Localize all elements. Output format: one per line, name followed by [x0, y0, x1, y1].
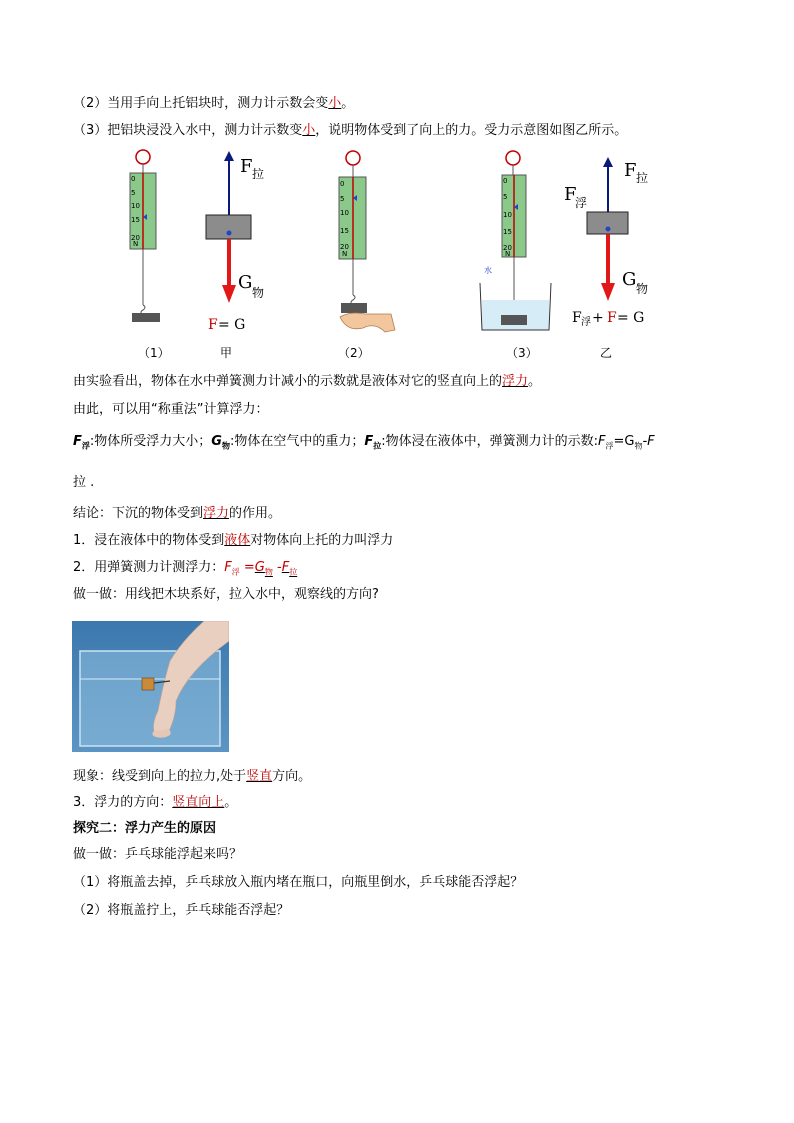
- svg-text:G: G: [238, 272, 253, 293]
- step-2-text: （2）当用手向上托铝块时，测力计示数会变小。: [73, 96, 355, 111]
- activity-prompt: 做一做：用线把木块系好，拉入水中，观察线的方向?: [73, 587, 379, 602]
- svg-text:20: 20: [503, 244, 512, 252]
- svg-text:拉: 拉: [252, 167, 265, 181]
- formula-continuation: 拉 .: [73, 475, 95, 490]
- svg-text:F: F: [607, 310, 617, 326]
- caption-3: （3）: [506, 346, 538, 360]
- experiment-conclusion: 由实验看出，物体在水中弹簧测力计减小的示数就是液体对它的竖直向上的浮力。: [73, 374, 542, 389]
- svg-text:拉: 拉: [636, 171, 649, 185]
- svg-text:0: 0: [503, 177, 508, 185]
- observation-line: 现象：线受到向上的拉力,处于竖直方向。: [73, 769, 312, 784]
- svg-text:0: 0: [131, 175, 136, 183]
- diagram-jia: [206, 151, 264, 333]
- spring-scale-1: [130, 150, 160, 322]
- section-heading: 探究二：浮力产生的原因: [73, 821, 217, 836]
- caption-1: （1）: [138, 346, 170, 360]
- svg-text:20: 20: [131, 234, 140, 242]
- svg-text:5: 5: [131, 189, 136, 197]
- svg-text:= G: = G: [218, 317, 246, 333]
- svg-text:G: G: [622, 269, 637, 290]
- weighing-method-intro: 由此，可以用“称重法”计算浮力：: [73, 402, 269, 417]
- svg-text:5: 5: [503, 193, 508, 201]
- svg-text:15: 15: [131, 216, 140, 224]
- conclusion-line: 结论：下沉的物体受到浮力的作用。: [73, 506, 282, 521]
- svg-text:F: F: [624, 160, 637, 181]
- question-1: （1）将瓶盖去掉，乒乓球放入瓶内堵在瓶口，向瓶里倒水，乒乓球能否浮起？: [73, 875, 524, 890]
- force-diagram-figure: [110, 145, 670, 365]
- spring-scale-3-in-water: [480, 151, 551, 330]
- activity-prompt-2: 做一做：乒乓球能浮起来吗？: [73, 847, 243, 862]
- formula-definitions: $F_浮$:物体所受浮力大小；$G_物$:物体在空气中的重力；$F_拉$:物体浸在液体中，弹簧测力计的示数$:F_浮=G_物-F$: [73, 434, 655, 451]
- svg-text:N: N: [342, 250, 348, 258]
- svg-text:水: 水: [484, 266, 492, 275]
- question-2: （2）将瓶盖拧上，乒乓球能否浮起？: [73, 903, 290, 918]
- svg-text:浮: 浮: [581, 317, 591, 328]
- svg-text:10: 10: [503, 211, 512, 219]
- step-3-text: （3）把铝块浸没入水中，测力计示数变小，说明物体受到了向上的力。受力示意图如图乙所示。: [73, 123, 628, 138]
- svg-text:F: F: [564, 184, 577, 205]
- svg-text:N: N: [505, 250, 511, 258]
- spring-scale-2: [339, 151, 395, 332]
- svg-text:+: +: [592, 310, 604, 326]
- svg-text:F: F: [208, 317, 218, 333]
- svg-text:10: 10: [340, 209, 349, 217]
- svg-text:浮: 浮: [575, 196, 588, 210]
- svg-text:= G: = G: [617, 310, 645, 326]
- tank-experiment-photo: [72, 621, 229, 752]
- svg-text:0: 0: [340, 180, 345, 188]
- svg-text:N: N: [133, 240, 139, 248]
- direction-line: 3．浮力的方向：竖直向上。: [73, 795, 238, 810]
- svg-text:20: 20: [340, 243, 349, 251]
- svg-text:15: 15: [503, 228, 512, 236]
- svg-text:物: 物: [636, 282, 649, 296]
- caption-2: （2）: [338, 346, 370, 360]
- caption-yi: 乙: [600, 346, 613, 360]
- svg-text:F: F: [572, 310, 582, 326]
- svg-text:15: 15: [340, 227, 349, 235]
- definition-2: 2．用弹簧测力计测浮力：$F_浮 =G_物$ $-F_拉$: [73, 560, 298, 577]
- caption-jia: 甲: [220, 346, 233, 360]
- diagram-yi: [564, 157, 648, 328]
- svg-text:5: 5: [340, 195, 345, 203]
- svg-text:物: 物: [252, 286, 265, 300]
- svg-text:F: F: [240, 156, 253, 177]
- definition-1: 1．浸在液体中的物体受到液体对物体向上托的力叫浮力: [73, 533, 394, 548]
- svg-text:10: 10: [131, 202, 140, 210]
